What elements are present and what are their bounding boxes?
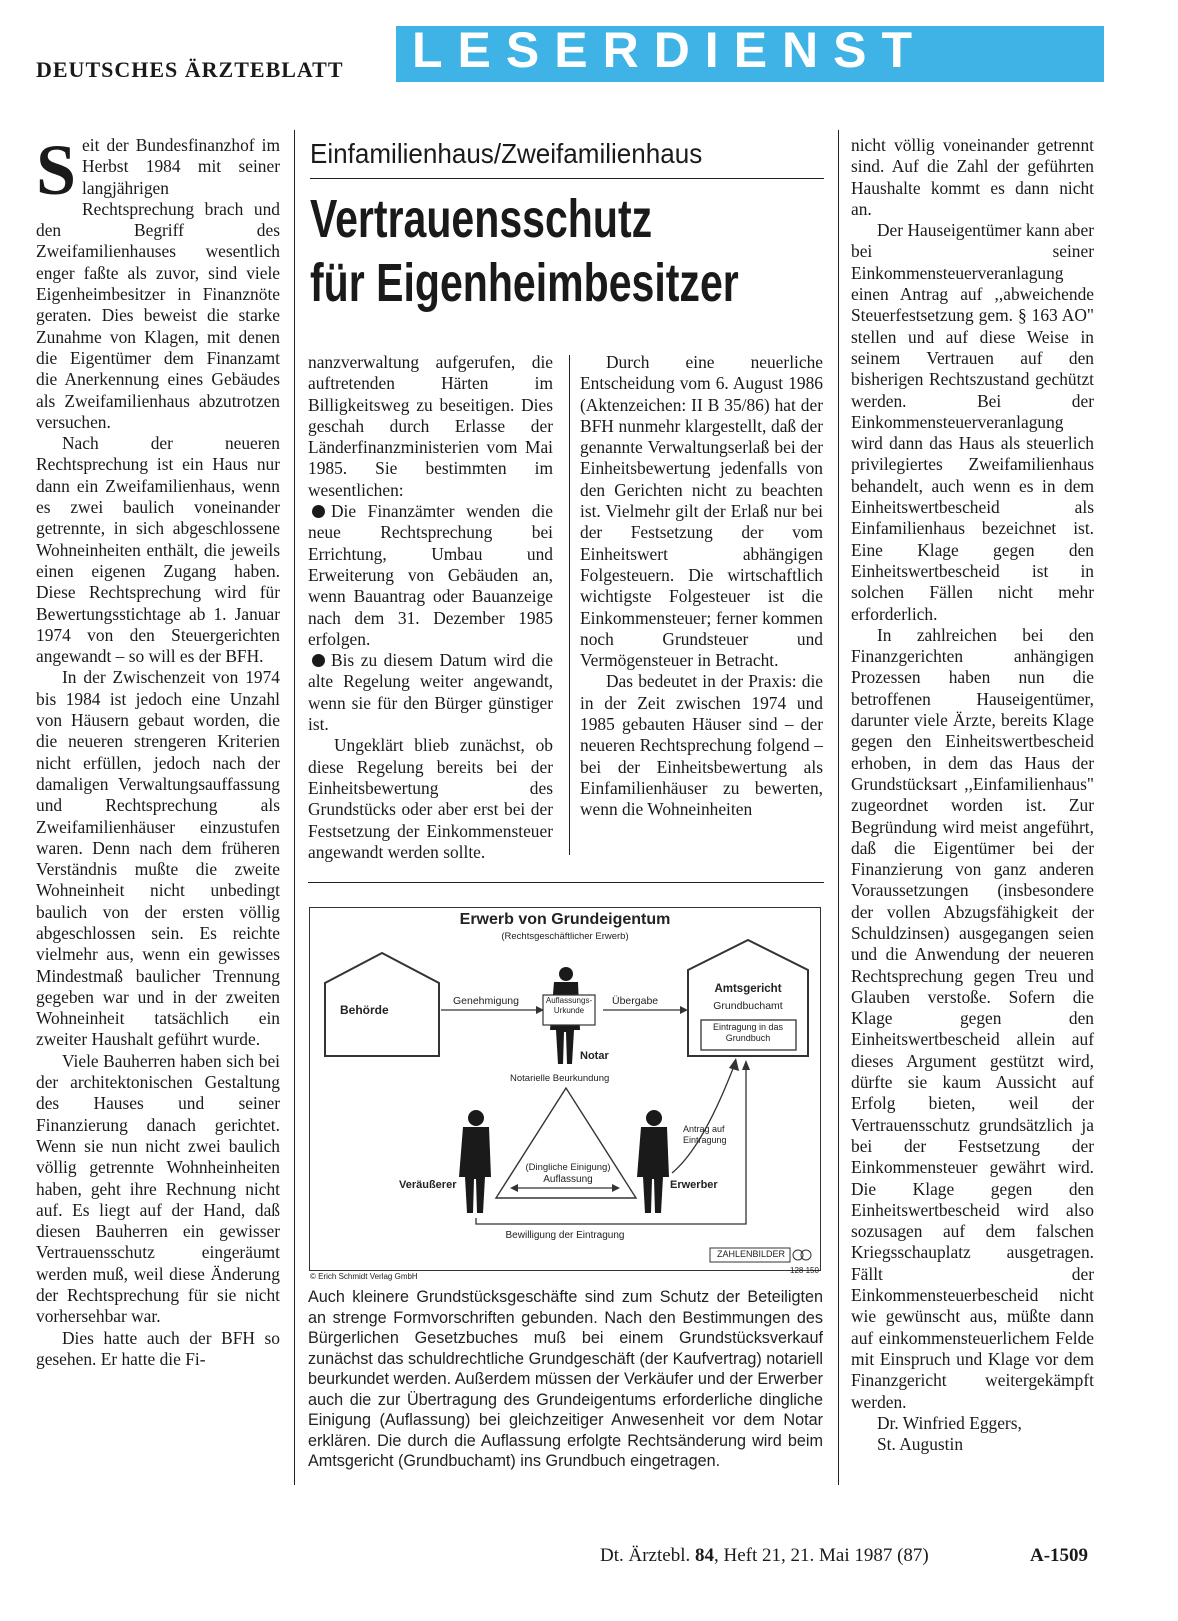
label-beurkundung: Notarielle Beurkundung [510, 1073, 610, 1084]
column-rule-3 [838, 130, 839, 1485]
paragraph: Nach der neueren Rechtsprechung ist ein Haus nur dann ein Zweifamilienhaus, wenn es zwei baulich voneinander getrennte, in sich abgeschlossene Wohneinheiten enthält, die jeweils einen eigenen Zugang haben. Diese Rechtsprechung wird für Bewertungsstichtage ab 1. Januar 1974 von den Steuergerichten angewandt – so will es der BFH. [36, 433, 280, 667]
article-column-1 [36, 130, 280, 1370]
label-amtsgericht: Amtsgericht [714, 983, 782, 995]
article-column-4 [851, 135, 1094, 1455]
headline-line-2: für Eigenheimbesitzer [310, 253, 739, 313]
label-auflassung: Auflassung [543, 1174, 593, 1185]
label-bewilligung: Bewilligung der Eintragung [505, 1230, 625, 1241]
label-einigung: (Dingliche Einigung) [525, 1162, 611, 1173]
paragraph: Durch eine neuerliche Entscheidung vom 6. August 1986 (Aktenzeichen: II B 35/86) hat der BFH nunmehr klargestellt, daß der genannte Verwaltungserlaß bei der Einheitsbewertung jedenfalls von den Gerichten nicht zu beachten ist. Vielmehr gilt der Erlaß nur bei der Festsetzung der vom Einheitswert abhängigen Folgesteuern. Die wirtschaftlich wichtigste Folgesteuer ist die Einkommensteuer; ferner kommen noch Grundsteuer und Vermögensteuer in Betracht. [580, 352, 823, 671]
figure-code: 128 150 [790, 1266, 819, 1275]
erwerber-person-icon [637, 1110, 669, 1213]
bullet-icon [312, 654, 325, 667]
label-genehmigung: Genehmigung [453, 995, 519, 1007]
journal-name: DEUTSCHES ÄRZTEBLATT [36, 57, 344, 82]
figure-top-rule [308, 882, 824, 883]
label-notar: Notar [580, 1050, 609, 1062]
footer-citation: Dt. Ärztebl. 84, Heft 21, 21. Mai 1987 (87) [600, 1545, 929, 1566]
paragraph: Ungeklärt blieb zunächst, ob diese Regelung bereits bei der Einheitsbewertung des Grundstücks oder aber erst bei der Festsetzung der Einkommensteuer angewandt werden sollte. [308, 735, 553, 862]
column-rule-1 [294, 130, 295, 1485]
figure-publisher: © Erich Schmidt Verlag GmbH [310, 1272, 418, 1281]
label-behoerde: Behörde [340, 1003, 389, 1017]
column-rule-2 [569, 355, 570, 855]
headline-line-1: Vertrauensschutz [310, 189, 653, 249]
author-name: Dr. Winfried Eggers, [877, 1412, 1022, 1433]
bullet-icon [312, 505, 325, 518]
bullet-item: Bis zu diesem Datum wird die alte Regelung weiter angewandt, wenn sie für den Bürger günstiger ist. [308, 650, 553, 735]
diagram-title: Erwerb von Grundeigentum [459, 911, 671, 928]
paragraph: nicht völlig voneinander getrennt sind. Auf die Zahl der geführten Haushalte kommt es dann nicht an. [851, 135, 1094, 219]
paragraph: nanzverwaltung aufgerufen, die auftretenden Härten im Billigkeitsweg zu beseitigen. Dies geschah durch Erlasse der Länderfinanzministerien vom Mai 1985. Sie bestimmten im wesentlichen: [308, 352, 553, 500]
paragraph: In der Zwischenzeit von 1974 bis 1984 ist jedoch eine Unzahl von Häusern gebaut worden, die die neueren strengeren Kriterien nicht erfüllen, jedoch nach der damaligen Verwaltungsauffassung und Rechtsprechung als Zweifamilienhäuser einzustufen waren. Denn nach dem früheren Verständnis mußte die zweite Wohneinheit nicht unbedingt baulich von der ersten völlig abgeschlossen sein. Es reichte vielmehr aus, wenn ein gewisses Mindestmaß baulicher Trennung gegeben war und in der zweiten Wohneinheit tatsächlich ein zweiter Haushalt geführt wurde. [36, 667, 280, 1050]
article-column-2 [308, 352, 553, 863]
figure-caption: Auch kleinere Grundstücksgeschäfte sind zum Schutz der Beteiligten an strenge Formvorschriften gebunden. Nach den Bestimmungen des Bürgerlichen Gesetzbuches muß bei einem Grundstücksverkauf zunächst das schuldrechtliche Grundgeschäft (der Kaufvertrag) notariell beurkundet werden. Außerdem müssen der Verkäufer und der Erwerber auch die zur Übertragung des Grundeigentums erforderliche dingliche Einigung (Auflassung) bei gleichzeitiger Anwesenheit vor dem Notar erklären. Die durch die Auflassung erfolgte Rechtsänderung wird beim Amtsgericht (Grundbuchamt) ins Grundbuch eingetragen. [308, 1288, 823, 1470]
label-grundbuchamt: Grundbuchamt [713, 1000, 783, 1012]
paragraph: eit der Bundesfinanzhof im Herbst 1984 mit seiner langjährigen Rechtsprechung brach und den Begriff des Zweifamilienhauses wesentlich enger faßte als zuvor, sind viele Eigenheimbesitzer in Finanznöte geraten. Dies beweist die starke Zunahme von Klagen, mit denen die Eigentümer dem Finanzamt die Anerkennung eines Gebäudes als Zweifamilienhaus abzutrotzen versuchen. [36, 135, 280, 432]
label-eintragung: Eintragung in das Grundbuch [712, 1022, 784, 1043]
paragraph: Viele Bauherren haben sich bei der architektonischen Gestaltung des Hauses und seiner Finanzierung danach gerichtet. Wenn sie nun nicht zwei baulich völlig getrennte Wohnheinheiten haben, geht ihre Rechnung nicht auf. Es liegt auf der Hand, daß diesen Bauherren ein gewisser Vertrauensschutz eingeräumt werden muß, weil diese Änderung der Rechtsprechung für sie nicht vorhersehbar war. [36, 1050, 280, 1327]
section-title: LESERDIENST [412, 22, 928, 78]
paragraph: Der Hauseigentümer kann aber bei seiner Einkommensteuerveranlagung einen Antrag auf ,,abweichende Steuerfestsetzung gem. § 163 AO" stellen und auf diese Weise in seinem Vertrauen auf den bisherigen Rechtszustand gechützt werden. Bei der Einkommensteuerveranlagung wird dann das Haus als steuerlich privilegiertes Zweifamilienhaus behandelt, auch wenn es in dem Einheitswertbescheid als Einfamilienhaus bezeichnet ist. Eine Klage gegen den Einheitswertbescheid ist in solchen Fällen nicht mehr erforderlich. [851, 220, 1094, 624]
page-number: A-1509 [1030, 1545, 1089, 1566]
author-place: St. Augustin [877, 1434, 964, 1455]
label-zahlenbilder: ZAHLENBILDER [716, 1249, 786, 1259]
diagram [310, 908, 820, 1270]
label-veraeusserer: Veräußerer [399, 1179, 457, 1191]
veraeusserer-person-icon [459, 1110, 491, 1213]
label-erwerber: Erwerber [670, 1179, 718, 1191]
article-column-3 [580, 352, 823, 821]
paragraph: Das bedeutet in der Praxis: die in der Zeit zwischen 1974 und 1985 gebauten Häuser sind – der neueren Rechtsprechung folgend – bei der Einheitsbewertung als Einfamilienhäuser zu bewerten, wenn die Wohneinheiten [580, 671, 823, 820]
label-uebergabe: Übergabe [612, 995, 659, 1007]
label-urkunde: Auflassungs-Urkunde [545, 996, 593, 1015]
bullet-item: Die Finanzämter wenden die neue Rechtsprechung bei Errichtung, Umbau und Erweiterung von Gebäuden an, wenn Bauantrag oder Bauanzeige nach dem 31. Dezember 1985 erfolgen. [308, 501, 553, 649]
kicker: Einfamilienhaus/Zweifamilienhaus [310, 138, 703, 169]
paragraph: Dies hatte auch der BFH so gesehen. Er hatte die Fi- [36, 1327, 280, 1369]
drop-cap: S [36, 130, 77, 210]
diagram-subtitle: (Rechtsgeschäftlicher Erwerb) [501, 931, 629, 942]
label-antrag: Antrag auf Eintragung [683, 1124, 727, 1145]
paragraph: In zahlreichen bei den Finanzgerichten anhängigen Prozessen haben nun die betroffenen Hauseigentümer, darunter viele Ärzte, bereits Klage gegen den Einheitswertbescheid erhoben, in dem das Haus der Grundstücksart ,,Einfamilienhaus" zugeordnet worden ist. Zur Begründung wird meist angeführt, daß die Eigentümer bei der Finanzierung von ganz anderen Voraussetzungen (insbesondere der vollen Abzugsfähigkeit der Schuldzinsen) ausgegangen seien und die Anwendung der neueren Rechtsprechung gegen Treu und Glauben verstoße. Sofern die Klage gegen den Einheitswertbescheid allein auf dieses Argument gestützt wird, dürfte sie kaum Aussicht auf Erfolg bieten, weil der Vertrauensschutz grundsätzlich ja bei der Festsetzung der Einkommensteuer gewährt wird. Die Klage gegen den Einheitswertbescheid wird also sozusagen auf dem falschen Kriegsschauplatz ausgetragen. Fällt der Einkommensteuerbescheid nicht wie gewünscht aus, müßte dann auf einkommensteuerlichem Felde mit Einspruch und Klage vor dem Finanzgericht weitergekämpft werden. [851, 624, 1094, 1412]
kicker-rule [310, 178, 824, 179]
